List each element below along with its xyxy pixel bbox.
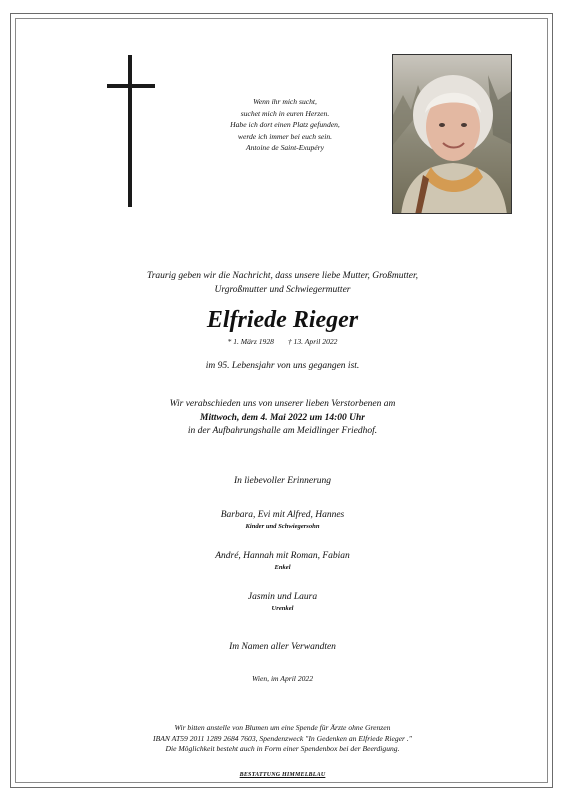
family-relation: Kinder und Schwiegersohn (245, 523, 320, 530)
memory-line: In liebevoller Erinnerung (233, 476, 332, 486)
donation-line: Die Möglichkeit besteht auch in Form einer Spendenbox bei der Beerdigung. (165, 744, 400, 753)
funeral-date: Mittwoch, dem 4. Mai 2022 um 14:00 Uhr (200, 412, 365, 423)
quote-line: Habe ich dort einen Platz gefunden, (230, 120, 340, 129)
intro-line: Traurig geben wir die Nachricht, dass unsere liebe Mutter, Großmutter, (146, 271, 419, 281)
family-group (40, 509, 525, 531)
quote (200, 96, 370, 154)
funeral-info (40, 398, 525, 439)
place-date: Wien, im April 2022 (251, 674, 314, 683)
death-date: † 13. April 2022 (287, 337, 338, 346)
quote-line: Wenn ihr mich sucht, (253, 97, 317, 106)
donation-line: Wir bitten anstelle von Blumen um eine Spende für Ärzte ohne Grenzen (174, 723, 391, 732)
undertaker-name: BESTATTUNG HIMMELBLAU (239, 772, 326, 778)
family-group (40, 550, 525, 572)
portrait-photo (392, 54, 512, 214)
donation-line: IBAN AT59 2011 1289 2684 7603, Spendenzweck "In Gedenken an Elfriede Rieger ." (153, 733, 412, 743)
funeral-location: in der Aufbahrungshalle am Meidlinger Friedhof. (187, 426, 378, 436)
intro-line: Urgroßmutter und Schwiegermutter (214, 285, 351, 295)
quote-line: suchet mich in euren Herzen. (240, 108, 330, 118)
announcement-intro (40, 269, 525, 297)
deceased-name: Elfriede Rieger (206, 307, 359, 333)
donation-note (40, 723, 525, 755)
family-relation: Urenkel (271, 605, 294, 612)
relatives-line: Im Namen aller Verwandten (229, 642, 336, 652)
quote-author: Antoine de Saint-Exupéry (245, 143, 325, 152)
age-text: im 95. Lebensjahr von uns gegangen ist. (205, 361, 360, 371)
quote-line: werde ich immer bei euch sein. (237, 131, 333, 141)
family-names: André, Hannah mit Roman, Fabian (215, 551, 350, 561)
family-relation: Enkel (274, 564, 291, 571)
birth-date: * 1. März 1928 (227, 337, 274, 346)
life-dates (40, 337, 525, 347)
family-names: Barbara, Evi mit Alfred, Hannes (220, 510, 345, 520)
family-names: Jasmin und Laura (247, 592, 318, 602)
funeral-line: Wir verabschieden uns von unserer lieben Verstorbenen am (169, 399, 396, 409)
family-group (40, 591, 525, 613)
